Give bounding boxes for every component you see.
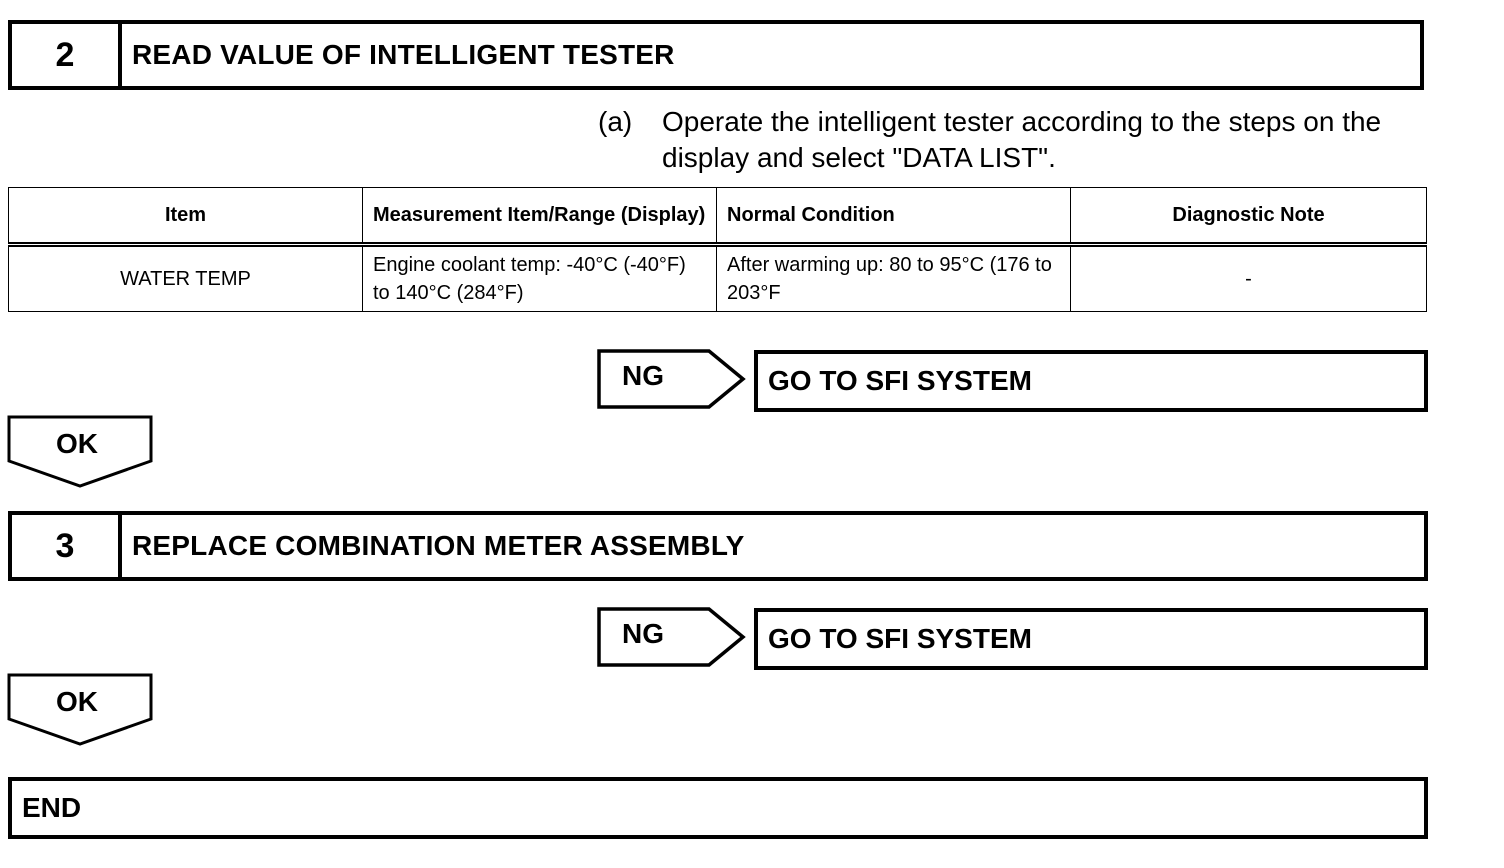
ok-2-label: OK: [56, 686, 98, 717]
step-2-header: [8, 20, 1424, 90]
header-range: Measurement Item/Range (Display): [363, 188, 717, 245]
step-2-title: READ VALUE OF INTELLIGENT TESTER: [132, 39, 675, 70]
step-3-header: [8, 511, 1428, 581]
ng-2-action: GO TO SFI SYSTEM: [754, 608, 1428, 670]
step-3-number: 3: [12, 515, 122, 577]
cell-range: Engine coolant temp: -40°C (-40°F) to 140°C (284°F): [363, 245, 717, 312]
instruction-text: Operate the intelligent tester according to the steps on the display and select "DATA LIST".: [662, 106, 1382, 173]
step-3-title: REPLACE COMBINATION METER ASSEMBLY: [132, 530, 745, 561]
ng-1-label: NG: [622, 360, 664, 391]
header-note: Diagnostic Note: [1071, 188, 1427, 245]
table-row: [9, 245, 1427, 312]
ng-1-action: GO TO SFI SYSTEM: [754, 350, 1428, 412]
cell-item: WATER TEMP: [9, 245, 363, 312]
ng-2-label: NG: [622, 618, 664, 649]
data-list-table: [8, 187, 1427, 312]
cell-normal: After warming up: 80 to 95°C (176 to 203°F: [717, 245, 1071, 312]
ok-1-label: OK: [56, 428, 98, 459]
end-box: END: [8, 777, 1428, 839]
table-header-row: [9, 188, 1427, 245]
ng-arrow-icon: [597, 349, 749, 409]
instruction-label: (a): [598, 106, 633, 137]
cell-note: -: [1071, 245, 1427, 312]
header-normal: Normal Condition: [717, 188, 1071, 245]
step-2-number: 2: [12, 24, 122, 86]
header-item: Item: [9, 188, 363, 245]
ng-arrow-icon: [597, 607, 749, 667]
